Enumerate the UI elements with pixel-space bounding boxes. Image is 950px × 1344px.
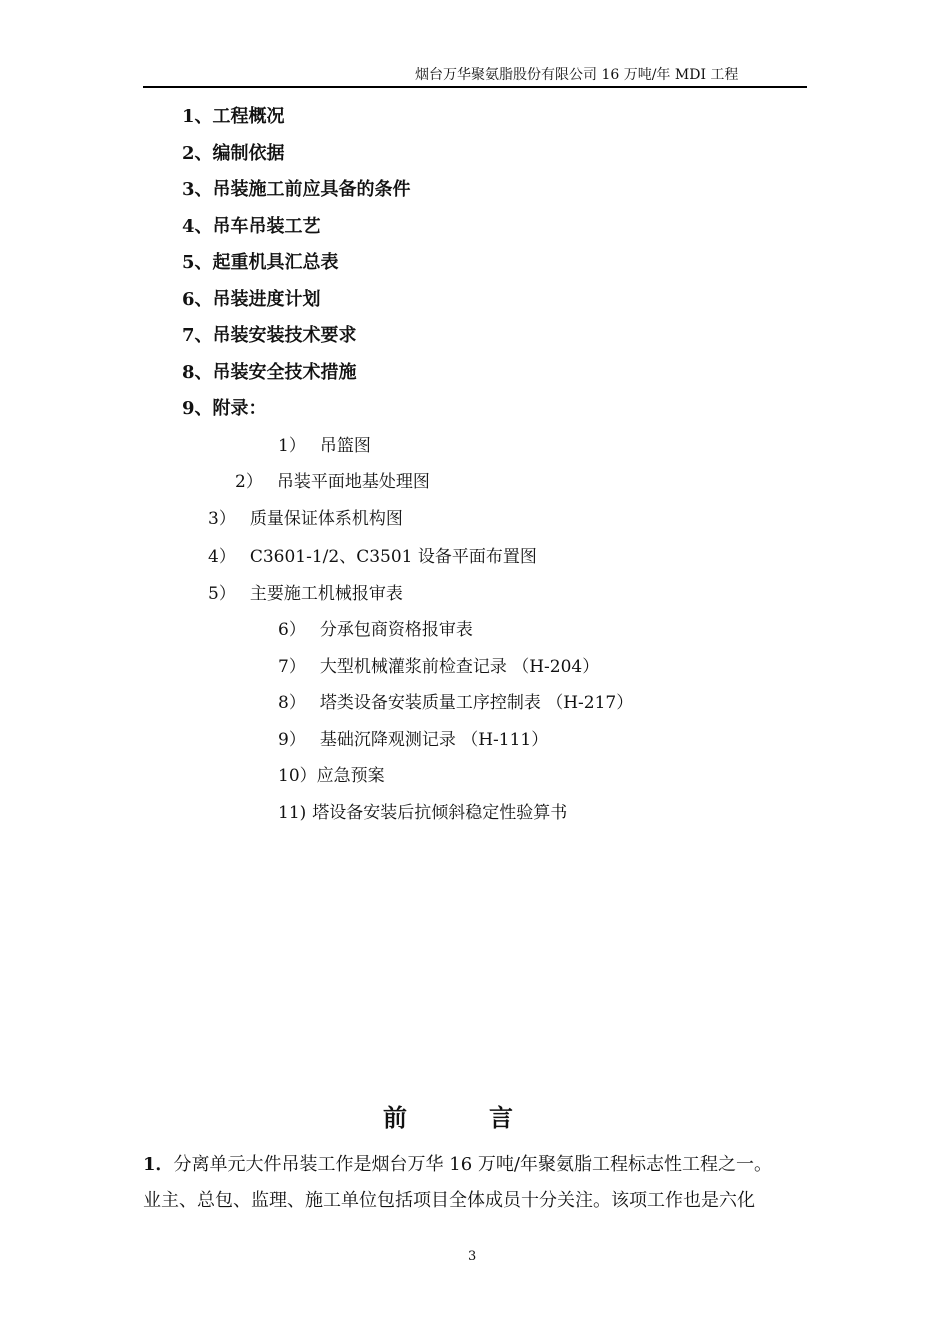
appendix-item-8 [278,691,633,715]
appendix-text: 分承包商资格报审表 [319,620,473,640]
appendix-item-7 [278,655,599,679]
preface-title-left: 前 [383,1103,407,1132]
appendix-text: C3601-1/2、C3501 设备平面布置图 [249,547,537,567]
preface-paragraph-line-2: 业主、总包、监理、施工单位包括项目全体成员十分关注。该项工作也是六化 [143,1190,755,1211]
appendix-item-1 [278,434,371,458]
paragraph-text: 分离单元大件吊装工作是烟台万华 16 万吨/年聚氨脂工程标志性工程之一。 [173,1154,772,1175]
appendix-num: 1） [278,436,306,456]
appendix-text: 大型机械灌浆前检查记录 （H-204） [319,657,600,677]
appendix-item-3 [208,507,403,531]
appendix-num: 8） [278,693,306,713]
appendix-item-6 [278,618,473,642]
appendix-item-9 [278,728,548,752]
appendix-item-4 [208,545,537,569]
preface-paragraph-line-1 [143,1152,772,1178]
appendix-text: 应急预案 [316,766,385,786]
preface-title-right: 言 [489,1103,513,1132]
appendix-num: 7） [278,657,306,677]
toc-item-6: 6、吊装进度计划 [182,289,321,310]
appendix-num: 6） [278,620,306,640]
page-number: 3 [468,1249,477,1264]
toc-item-8: 8、吊装安全技术措施 [182,362,357,383]
toc-item-2: 2、编制依据 [182,143,285,164]
appendix-text: 塔类设备安装质量工序控制表 （H-217） [319,693,634,713]
header-title: 烟台万华聚氨脂股份有限公司 16 万吨/年 MDI 工程 [415,67,739,83]
appendix-text: 质量保证体系机构图 [249,509,403,529]
appendix-num: 5） [208,584,236,604]
appendix-num: 10） [278,766,317,786]
toc-item-3: 3、吊装施工前应具备的条件 [182,179,411,200]
appendix-text: 塔设备安装后抗倾斜稳定性验算书 [312,803,568,823]
appendix-text: 基础沉降观测记录 （H-111） [319,730,549,750]
appendix-text: 吊篮图 [319,436,371,456]
appendix-num: 9） [278,730,306,750]
toc-item-9: 9、附录： [182,398,267,419]
appendix-text: 主要施工机械报审表 [249,584,403,604]
paragraph-number: 1． [143,1154,174,1175]
page-header [143,66,807,88]
toc-item-5: 5、起重机具汇总表 [182,252,339,273]
appendix-num: 3） [208,509,236,529]
appendix-item-2 [235,470,430,494]
appendix-item-11 [278,801,567,825]
appendix-text: 吊装平面地基处理图 [276,472,430,492]
appendix-item-10 [278,764,385,788]
toc-item-7: 7、吊装安装技术要求 [182,325,357,346]
appendix-num: 4） [208,547,236,567]
toc-item-4: 4、吊车吊装工艺 [182,216,321,237]
preface-title [383,1098,513,1133]
appendix-num: 2） [235,472,263,492]
toc-item-1: 1、工程概况 [182,106,285,127]
appendix-num: 11) [278,803,307,823]
appendix-item-5 [208,582,403,606]
